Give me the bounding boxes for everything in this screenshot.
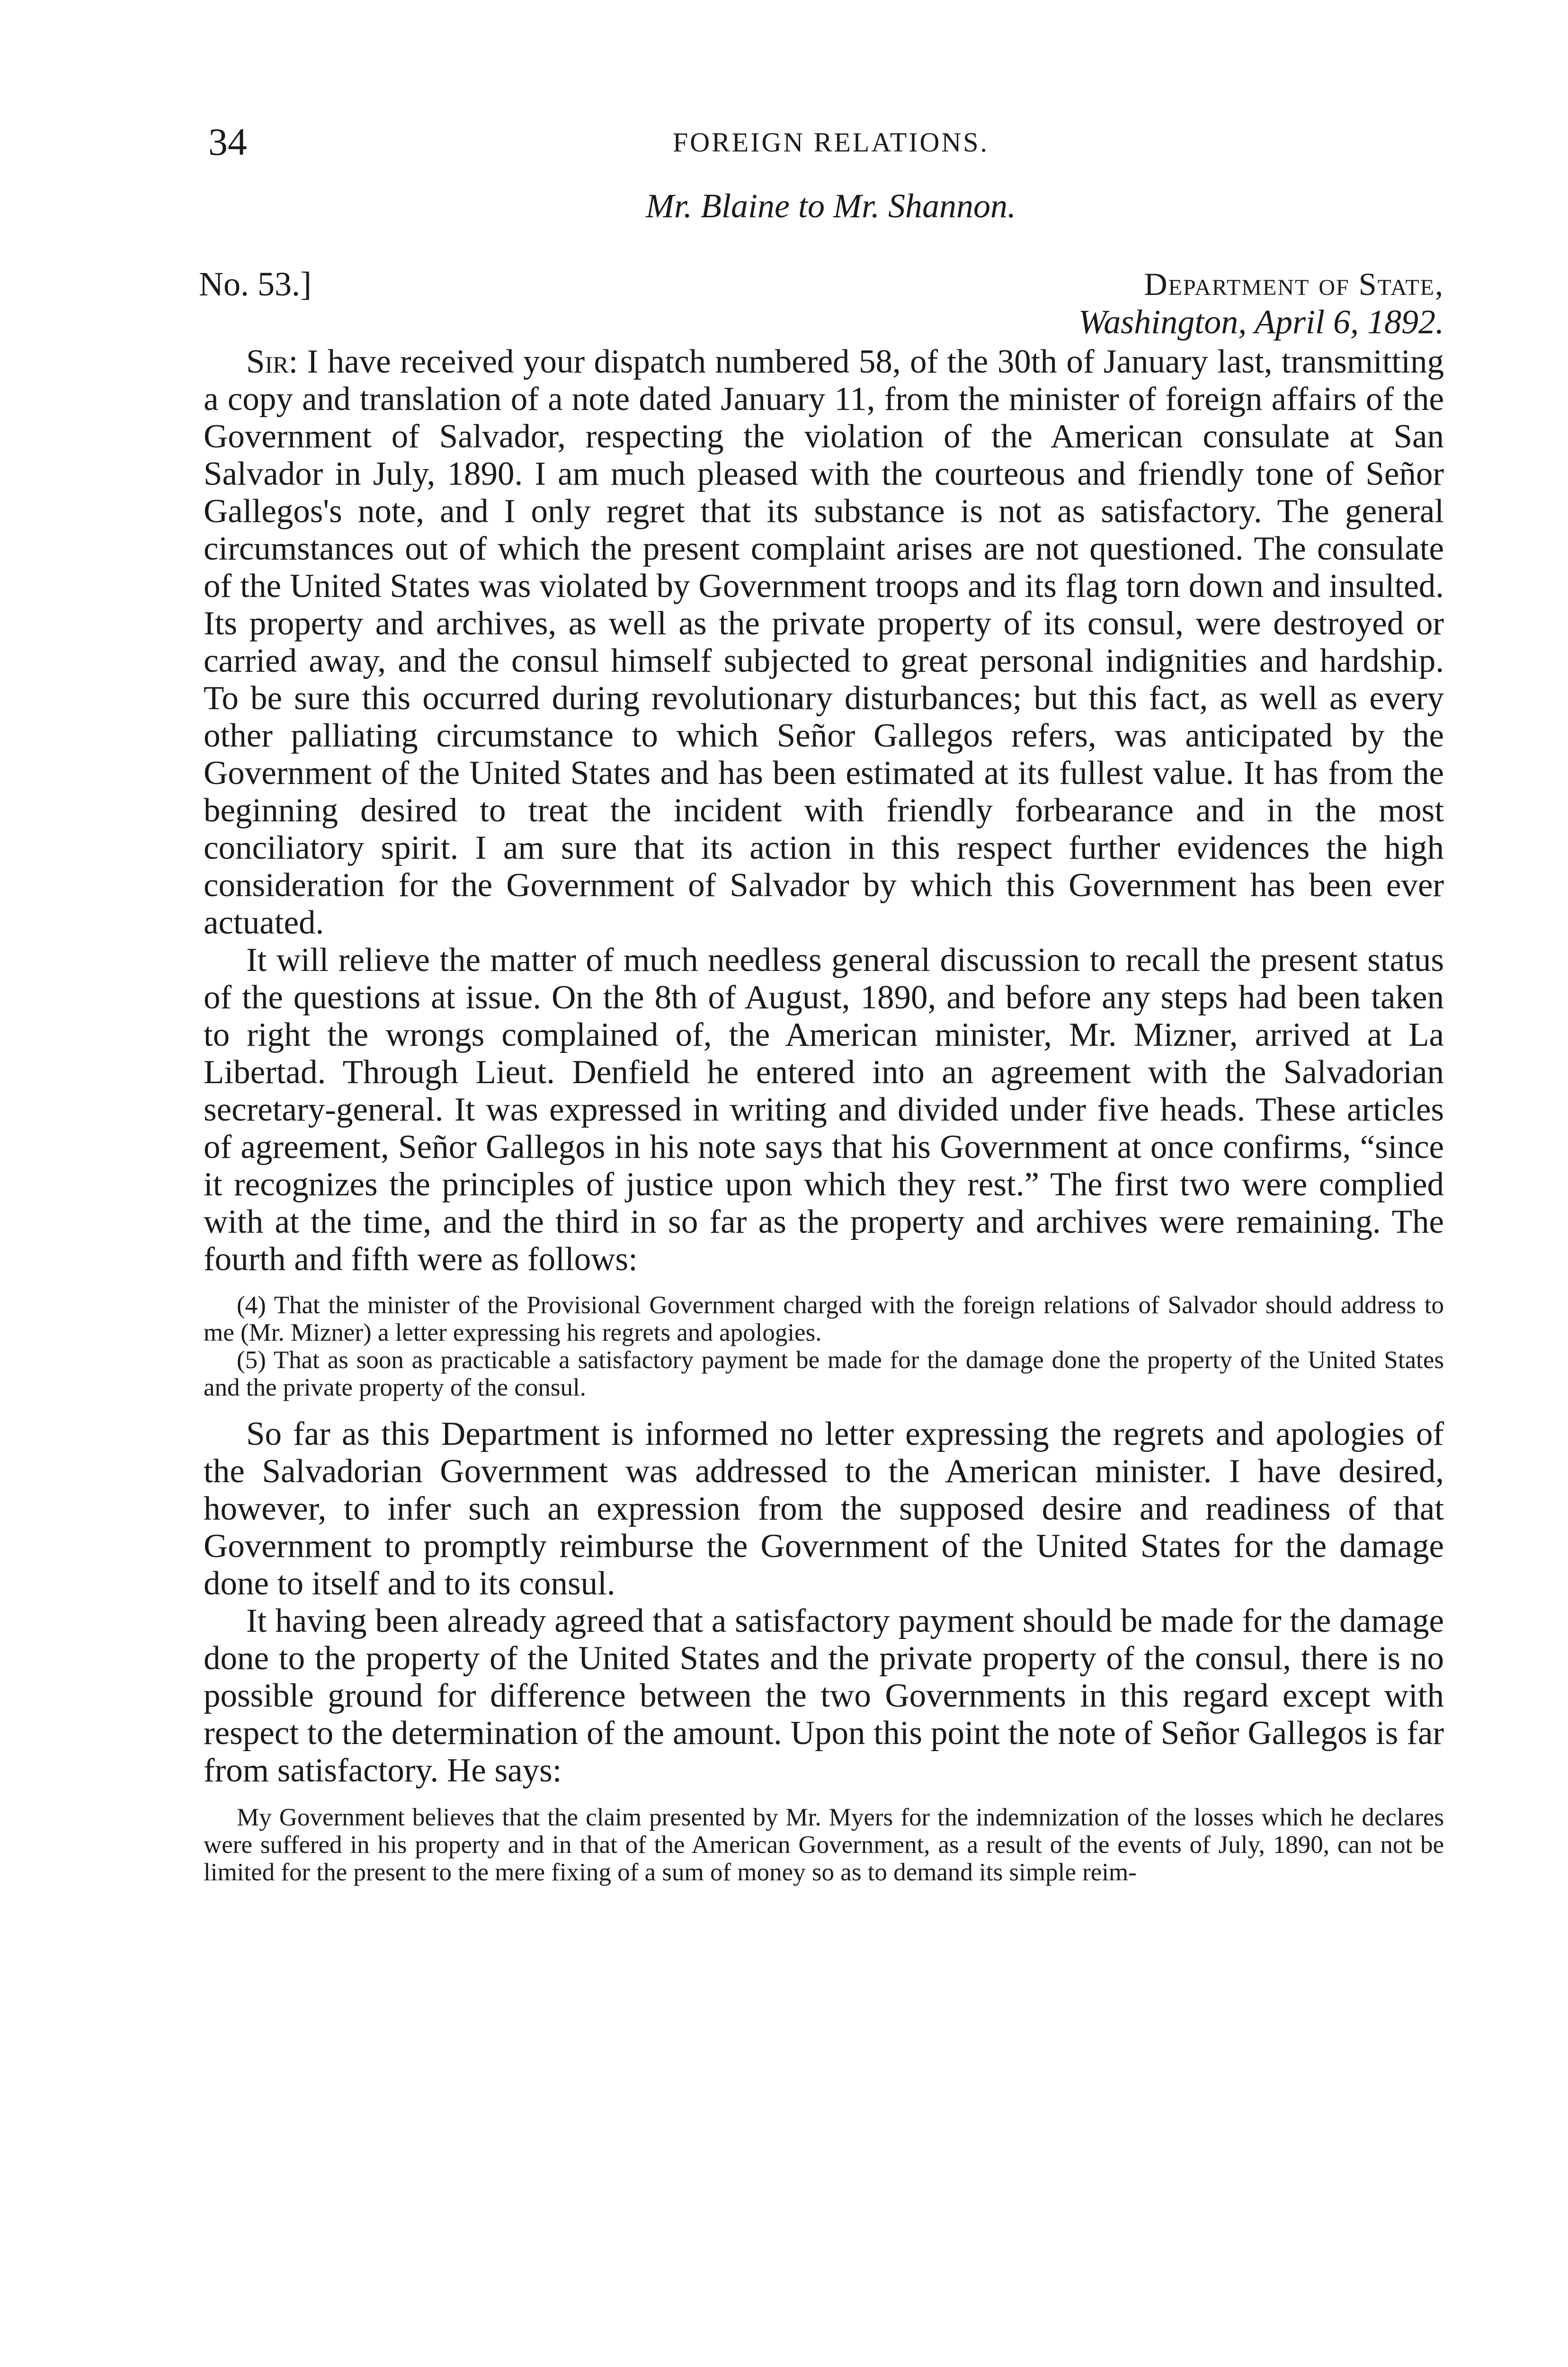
- gallegos-quote-text: My Government believes that the claim presented by Mr. Myers for the indemnization of the losses which he declares were suffered in his property and in that of the American Government, as a result of the events of July, 1890, can not be limited for the present to the mere fixing of a sum of money so as to demand its simple reim-: [204, 1804, 1444, 1886]
- paragraph-4: It having been already agreed that a satisfactory payment should be made for the damage done to the property of the United States and the private property of the consul, there is no possible ground for difference between the two Governments in this regard except with respect to the determination of the amount. Upon this point the note of Señor Gallegos is far from satisfactory. He says:: [204, 1602, 1444, 1789]
- salutation: Sir: [246, 343, 289, 380]
- department-line: Department of State,: [1144, 266, 1444, 302]
- running-title: FOREIGN RELATIONS.: [672, 127, 989, 158]
- letter-title: Mr. Blaine to Mr. Shannon.: [646, 187, 1016, 225]
- paragraph-1: [204, 343, 1444, 942]
- paragraph-3: So far as this Department is informed no letter expressing the regrets and apologies of the Salvadorian Government was addressed to the American minister. I have desired, however, to infer such an expression from the supposed desire and readiness of that Government to promptly reimburse the Government of the United States for the damage done to itself and to its consul.: [204, 1415, 1444, 1602]
- extract-item-5: (5) That as soon as practicable a satisfactory payment be made for the damage done the property of the United States and the private property of the consul.: [204, 1346, 1444, 1401]
- agreement-extract: [204, 1291, 1444, 1401]
- paragraph-1-text: : I have received your dispatch numbered 58, of the 30th of January last, transmitting a copy and translation of a note dated January 11, from the minister of foreign affairs of the Government of Salvador, respecting the violation of the American consulate at San Salvador in July, 1890. I am much pleased with the courteous and friendly tone of Señor Gallegos's note, and I only regret that its substance is not as satisfactory. The general circumstances out of which the present complaint arises are not questioned. The consulate of the United States was violated by Government troops and its flag torn down and insulted. Its property and archives, as well as the private property of its consul, were destroyed or carried away, and the consul himself subjected to great personal indignities and hardship. To be sure this occurred during revolutionary disturbances; but this fact, as well as every other palliating circumstance to which Señor Gallegos refers, was anticipated by the Government of the United States and has been estimated at its fullest value. It has from the beginning desired to treat the incident with friendly forbearance and in the most conciliatory spirit. I am sure that its action in this respect further evidences the high consideration for the Government of Salvador by which this Government has been ever actuated.: [204, 343, 1444, 941]
- paragraph-2: It will relieve the matter of much needless general discussion to recall the present status of the questions at issue. On the 8th of August, 1890, and before any steps had been taken to right the wrongs complained of, the American minister, Mr. Mizner, arrived at La Libertad. Through Lieut. Denfield he entered into an agreement with the Salvadorian secretary-general. It was expressed in writing and divided under five heads. These articles of agreement, Señor Gallegos in his note says that his Government at once confirms, “since it recognizes the principles of justice upon which they rest.” The first two were complied with at the time, and the third in so far as the property and archives were remaining. The fourth and fifth were as follows:: [204, 942, 1444, 1278]
- dispatch-number: No. 53.]: [199, 265, 312, 303]
- gallegos-quote: [204, 1804, 1444, 1886]
- date-line: Washington, April 6, 1892.: [1078, 303, 1444, 341]
- extract-item-4: (4) That the minister of the Provisional Government charged with the foreign relations of Salvador should address to me (Mr. Mizner) a letter expressing his regrets and apologies.: [204, 1291, 1444, 1346]
- letter-body: [204, 343, 1444, 1900]
- page-number: 34: [208, 120, 247, 163]
- running-head: [208, 116, 1453, 168]
